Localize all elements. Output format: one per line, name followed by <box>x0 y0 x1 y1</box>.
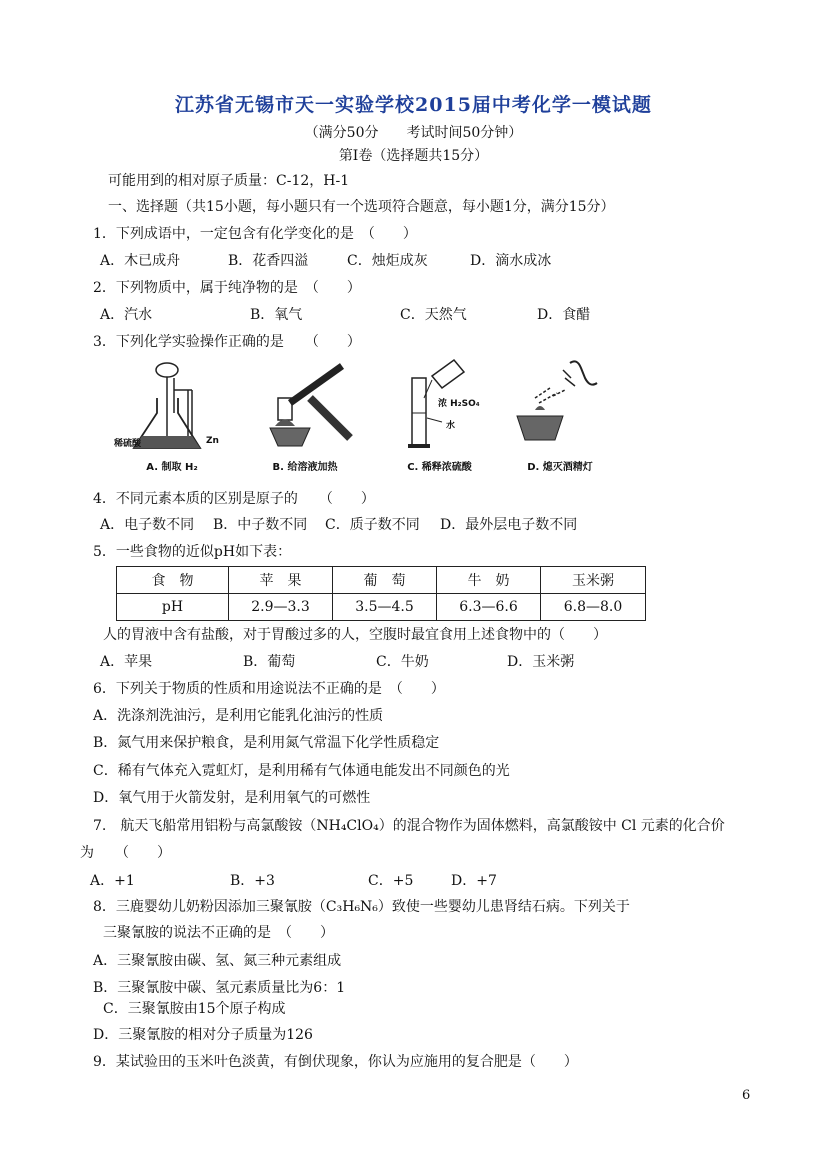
q6-option-a: A．洗涤剂洗油污，是利用它能乳化油污的性质 <box>93 708 384 724</box>
fig-a-caption: A. 制取 H₂ <box>146 462 198 473</box>
q8-option-d: D．三聚氰胺的相对分子质量为126 <box>93 1027 313 1043</box>
q3-stem: 3．下列化学实验操作正确的是 （ ） <box>93 334 361 350</box>
table-cell: 苹 果 <box>229 567 333 594</box>
table-cell: 6.8—8.0 <box>541 594 646 621</box>
figure-a-hydrogen-setup <box>112 358 232 473</box>
q5-follow: 人的胃液中含有盐酸，对于胃酸过多的人，空腹时最宜食用上述食物中的（ ） <box>103 627 607 643</box>
q9-stem: 9．某试验田的玉米叶色淡黄，有倒伏现象，你认为应施用的复合肥是（ ） <box>93 1054 578 1070</box>
q6-option-c: C．稀有气体充入霓虹灯，是利用稀有气体通电能发出不同颜色的光 <box>93 763 510 779</box>
table-cell: 6.3—6.6 <box>437 594 541 621</box>
fig-a-acid-label: 稀硫酸 <box>114 439 142 449</box>
table-row <box>117 567 646 594</box>
q5-option-b: B．葡萄 <box>243 654 296 670</box>
q2-option-b: B．氧气 <box>250 307 303 323</box>
table-cell: 2.9—3.3 <box>229 594 333 621</box>
table-cell: pH <box>117 594 229 621</box>
figure-c-dilution <box>372 358 507 473</box>
fig-b-caption: B. 给溶液加热 <box>272 462 338 473</box>
q1-option-c: C．烛炬成灰 <box>347 253 428 269</box>
q4-option-c: C．质子数不同 <box>325 517 420 533</box>
q8-option-b: B．三聚氰胺中碳、氢元素质量比为6：1 <box>93 980 346 996</box>
q1-option-b: B．花香四溢 <box>228 253 309 269</box>
q6-stem: 6．下列关于物质的性质和用途说法不正确的是 （ ） <box>93 681 445 697</box>
atomic-mass-note: 可能用到的相对原子质量：C-12，H-1 <box>108 173 350 189</box>
alcohol-lamp-icon <box>505 358 615 458</box>
q2-option-a: A．汽水 <box>100 307 153 323</box>
q4-option-d: D．最外层电子数不同 <box>440 517 578 533</box>
q4-option-a: A．电子数不同 <box>100 517 195 533</box>
q2-stem: 2．下列物质中，属于纯净物的是 （ ） <box>93 280 361 296</box>
q8-stem-cont: 三聚氰胺的说法不正确的是 （ ） <box>103 925 334 941</box>
q5-stem: 5．一些食物的近似pH如下表： <box>93 544 292 560</box>
figure-b-heating <box>250 358 360 473</box>
q7-option-a: A．+1 <box>90 873 135 889</box>
table-row <box>117 594 646 621</box>
table-cell: 3.5—4.5 <box>333 594 437 621</box>
ph-table <box>116 566 646 621</box>
q5-option-c: C．牛奶 <box>376 654 429 670</box>
table-cell: 食 物 <box>117 567 229 594</box>
q7-option-b: B．+3 <box>230 873 275 889</box>
fig-c-acid-label: 浓 H₂SO₄ <box>438 399 480 409</box>
table-cell: 葡 萄 <box>333 567 437 594</box>
q2-option-d: D．食醋 <box>537 307 591 323</box>
q8-option-c: C．三聚氰胺由15个原子构成 <box>103 1001 286 1017</box>
q8-option-a: A．三聚氰胺由碳、氢、氮三种元素组成 <box>93 953 342 969</box>
q1-option-a: A．木已成舟 <box>100 253 181 269</box>
section-heading: 一、选择题（共15小题，每小题只有一个选项符合题意，每小题1分，满分15分） <box>108 199 615 215</box>
fig-c-water-label: 水 <box>446 421 456 431</box>
test-tube-heating-icon <box>250 358 360 458</box>
q5-option-a: A．苹果 <box>100 654 153 670</box>
fig-d-caption: D. 熄灭酒精灯 <box>527 462 593 473</box>
page-number: 6 <box>742 1088 751 1103</box>
q4-stem: 4．不同元素本质的区别是原子的 （ ） <box>93 491 375 507</box>
q8-stem: 8．三鹿婴幼儿奶粉因添加三聚氰胺（C₃H₆N₆）致使一些婴幼儿患肾结石病。下列关于 <box>93 899 630 915</box>
fig-a-zn-label: Zn <box>206 436 219 446</box>
q6-option-b: B．氮气用来保护粮食，是利用氮气常温下化学性质稳定 <box>93 735 440 751</box>
q7-option-c: C．+5 <box>368 873 414 889</box>
subtitle: （满分50分 考试时间50分钟） <box>304 125 523 141</box>
q7-stem-cont: 为 （ ） <box>80 845 171 861</box>
table-cell: 玉米粥 <box>541 567 646 594</box>
q7-stem: 7. 航天飞船常用铝粉与高氯酸铵（NH₄ClO₄）的混合物作为固体燃料，高氯酸铵中 Cl 元素的化合价 <box>93 818 725 834</box>
q5-option-d: D．玉米粥 <box>507 654 575 670</box>
q2-option-c: C．天然气 <box>400 307 467 323</box>
q1-stem: 1．下列成语中，一定包含有化学变化的是 （ ） <box>93 226 417 242</box>
volume-heading: 第Ⅰ卷（选择题共15分） <box>338 148 489 164</box>
q4-option-b: B．中子数不同 <box>213 517 308 533</box>
q1-option-d: D．滴水成冰 <box>470 253 552 269</box>
q7-option-d: D．+7 <box>451 873 497 889</box>
table-cell: 牛 奶 <box>437 567 541 594</box>
figure-d-extinguish <box>505 358 615 473</box>
fig-c-caption: C. 稀释浓硫酸 <box>407 462 472 473</box>
page-title: 江苏省无锡市天一实验学校2015届中考化学一模试题 <box>175 94 652 116</box>
q6-option-d: D．氧气用于火箭发射，是利用氧气的可燃性 <box>93 790 371 806</box>
